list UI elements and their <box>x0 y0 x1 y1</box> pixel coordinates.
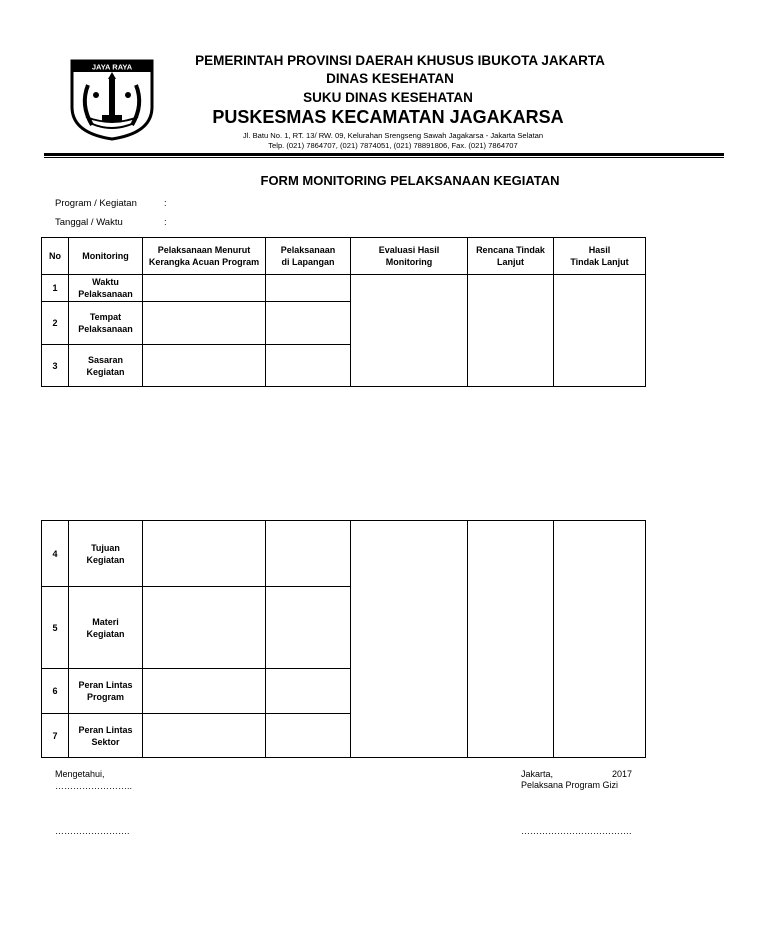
field-label-tanggal: Tanggal / Waktu <box>55 217 123 228</box>
header-phone: Telp. (021) 7864707, (021) 7874051, (021) 78891806, Fax. (021) 7864707 <box>268 141 518 150</box>
table-row <box>42 275 646 302</box>
header-evaluasi: Evaluasi Hasil Monitoring <box>351 238 468 275</box>
cell-hasil-merged[interactable] <box>554 521 646 758</box>
row-number: 2 <box>42 302 69 345</box>
cell-kerangka[interactable] <box>143 345 266 387</box>
table-row <box>42 521 646 587</box>
cell-evaluasi-merged[interactable] <box>351 521 468 758</box>
cell-lapangan[interactable] <box>266 275 351 302</box>
row-number: 6 <box>42 669 69 714</box>
footer-mengetahui: Mengetahui, <box>55 769 105 779</box>
header-rencana: Rencana Tindak Lanjut <box>468 238 554 275</box>
row-label: Peran Lintas Program <box>69 669 143 714</box>
monitoring-table-part2 <box>41 520 646 758</box>
field-label-program: Program / Kegiatan <box>55 198 137 209</box>
row-number: 7 <box>42 714 69 758</box>
footer-year: 2017 <box>612 769 633 779</box>
footer-right-signature-dots: ………………………………. <box>521 826 632 836</box>
header-line-puskesmas: PUSKESMAS KECAMATAN JAGAKARSA <box>212 107 564 127</box>
cell-kerangka[interactable] <box>143 669 266 714</box>
cell-lapangan[interactable] <box>266 345 351 387</box>
row-label: Sasaran Kegiatan <box>69 345 143 387</box>
row-number: 5 <box>42 587 69 669</box>
cell-kerangka[interactable] <box>143 521 266 587</box>
header-pelaksanaan-kerangka: Pelaksanaan Menurut Kerangka Acuan Program <box>143 238 266 275</box>
field-colon-program: : <box>164 198 167 209</box>
row-label: Waktu Pelaksanaan <box>69 275 143 302</box>
cell-evaluasi-merged[interactable] <box>351 275 468 387</box>
header-address: Jl. Batu No. 1, RT. 13/ RW. 09, Kelurahan Srengseng Sawah Jagakarsa - Jakarta Selatan <box>242 131 544 140</box>
cell-kerangka[interactable] <box>143 714 266 758</box>
cell-lapangan[interactable] <box>266 669 351 714</box>
svg-text:JAYA RAYA: JAYA RAYA <box>91 62 133 72</box>
cell-lapangan[interactable] <box>266 587 351 669</box>
row-label: Materi Kegiatan <box>69 587 143 669</box>
cell-kerangka[interactable] <box>143 587 266 669</box>
row-label: Tempat Pelaksanaan <box>69 302 143 345</box>
footer-left-dots-top: …………………….. <box>55 781 133 791</box>
row-label: Tujuan Kegiatan <box>69 521 143 587</box>
footer-pelaksana: Pelaksana Program Gizi <box>521 780 619 790</box>
header-line-suku-dinas: SUKU DINAS KESEHATAN <box>303 90 473 105</box>
row-number: 4 <box>42 521 69 587</box>
header-no: No <box>42 238 69 275</box>
cell-lapangan[interactable] <box>266 302 351 345</box>
cell-kerangka[interactable] <box>143 302 266 345</box>
cell-rencana-merged[interactable] <box>468 275 554 387</box>
header-hasil: Hasil Tindak Lanjut <box>554 238 646 275</box>
header-pelaksanaan-lapangan: Pelaksanaan di Lapangan <box>266 238 351 275</box>
header-monitoring: Monitoring <box>69 238 143 275</box>
row-number: 1 <box>42 275 69 302</box>
cell-lapangan[interactable] <box>266 714 351 758</box>
header-line-dinas: DINAS KESEHATAN <box>326 71 454 86</box>
cell-hasil-merged[interactable] <box>554 275 646 387</box>
cell-rencana-merged[interactable] <box>468 521 554 758</box>
header-line-province: PEMERINTAH PROVINSI DAERAH KHUSUS IBUKOTA JAKARTA <box>195 53 605 68</box>
header-rule-thick <box>44 153 724 156</box>
row-label: Peran Lintas Sektor <box>69 714 143 758</box>
header-rule-thin <box>44 157 724 158</box>
field-colon-tanggal: : <box>164 217 167 228</box>
cell-lapangan[interactable] <box>266 521 351 587</box>
cell-kerangka[interactable] <box>143 275 266 302</box>
form-title: FORM MONITORING PELAKSANAAN KEGIATAN <box>260 173 560 188</box>
footer-left-signature-dots: ……………………. <box>55 826 130 836</box>
row-number: 3 <box>42 345 69 387</box>
footer-city: Jakarta, <box>521 769 554 779</box>
monitoring-table-part1 <box>41 237 646 387</box>
table-header-row <box>42 238 646 275</box>
